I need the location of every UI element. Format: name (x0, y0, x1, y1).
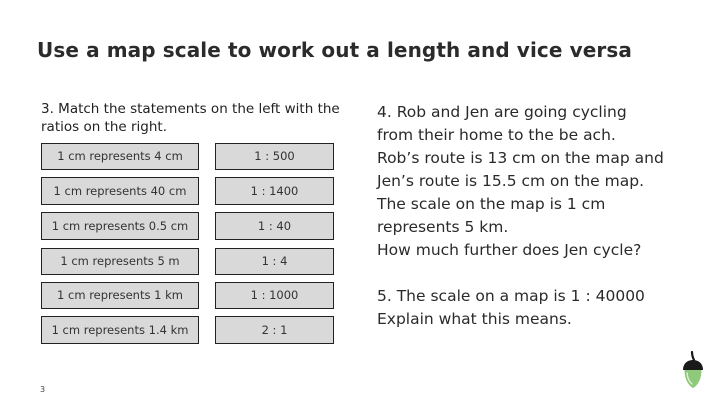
question-4-line: from their home to the be ach. (377, 126, 616, 144)
statement-card[interactable] (41, 316, 199, 344)
ratio-text: 1 : 500 (254, 149, 295, 163)
statement-card[interactable] (41, 143, 199, 170)
ratio-card[interactable] (215, 248, 334, 275)
statement-card[interactable] (41, 212, 199, 240)
ratio-text: 2 : 1 (261, 322, 288, 337)
ratio-text: 1 : 40 (257, 218, 292, 233)
ratio-card[interactable] (215, 282, 334, 309)
question-5 (377, 285, 687, 331)
acorn-icon (681, 351, 705, 395)
slide-title: Use a map scale to work out a length and vice versa (37, 38, 632, 62)
question-4-line: Rob’s route is 13 cm on the map and (377, 149, 664, 167)
ratio-card[interactable] (215, 316, 334, 344)
ratio-card[interactable] (215, 143, 334, 170)
question-5-line: Explain what this means. (377, 310, 572, 328)
question-4-line: How much further does Jen cycle? (377, 241, 642, 259)
statement-text: 1 cm represents 4 cm (57, 149, 183, 163)
question-4 (377, 101, 687, 262)
statement-text: 1 cm represents 40 cm (53, 183, 187, 198)
question-4-line: Jen’s route is 15.5 cm on the map. (377, 172, 644, 190)
question-3-instruction: 3. Match the statements on the left with the ratios on the right. (41, 101, 340, 135)
statement-text: 1 cm represents 5 m (60, 254, 180, 268)
statement-card[interactable] (41, 282, 199, 309)
ratio-text: 1 : 1400 (250, 183, 299, 198)
statement-text: 1 cm represents 0.5 cm (51, 218, 189, 233)
statement-card[interactable] (41, 177, 199, 205)
statement-card[interactable] (41, 248, 199, 275)
ratio-card[interactable] (215, 212, 334, 240)
ratio-text: 1 : 1000 (250, 288, 299, 302)
question-4-line: represents 5 km. (377, 218, 509, 236)
question-5-line: 5. The scale on a map is 1 : 40000 (377, 287, 645, 305)
ratio-text: 1 : 4 (261, 254, 288, 268)
page-number: 3 (40, 385, 46, 394)
statement-text: 1 cm represents 1.4 km (51, 322, 189, 337)
statement-text: 1 cm represents 1 km (57, 288, 183, 302)
question-4-line: The scale on the map is 1 cm (377, 195, 606, 213)
ratio-card[interactable] (215, 177, 334, 205)
question-4-line: 4. Rob and Jen are going cycling (377, 103, 627, 121)
